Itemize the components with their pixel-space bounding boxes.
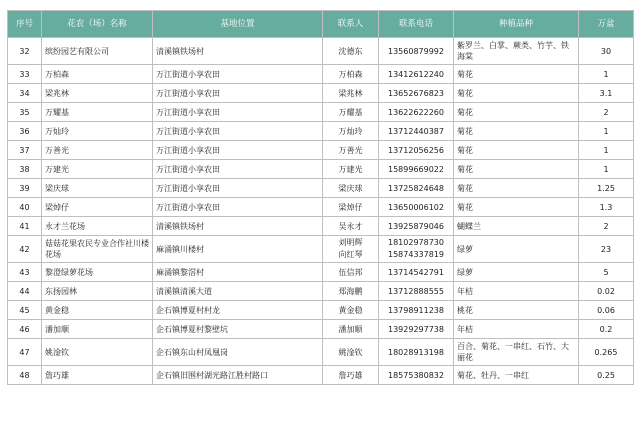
cell-contact: 梁庆球 [323,179,379,198]
header-quantity: 万盆 [579,11,634,38]
cell-no: 37 [8,141,42,160]
cell-name: 詹巧雄 [42,366,153,385]
table-row [8,236,634,263]
cell-location: 清溪镇清溪大道 [153,282,323,301]
cell-variety: 桃花 [454,301,579,320]
table-row [8,217,634,236]
cell-name: 万柏森 [42,65,153,84]
cell-contact: 万耀基 [323,103,379,122]
cell-phone: 13712056256 [379,141,454,160]
cell-contact: 伍信邦 [323,263,379,282]
cell-quantity: 2 [579,217,634,236]
cell-phone: 15899669022 [379,160,454,179]
cell-phone-line: 15874337819 [388,250,444,259]
cell-quantity: 0.25 [579,366,634,385]
cell-phone: 13929297738 [379,320,454,339]
cell-variety: 菊花、牡丹、一串红 [454,366,579,385]
cell-quantity: 0.02 [579,282,634,301]
table-row [8,84,634,103]
cell-name: 东扬园林 [42,282,153,301]
cell-variety: 蝴蝶兰 [454,217,579,236]
cell-location: 企石镇博夏村黎壁坑 [153,320,323,339]
table-row [8,263,634,282]
cell-no: 46 [8,320,42,339]
table-row [8,198,634,217]
cell-phone: 13650006102 [379,198,454,217]
cell-quantity: 3.1 [579,84,634,103]
cell-no: 39 [8,179,42,198]
cell-phone: 13714542791 [379,263,454,282]
cell-location: 万江街道小享农田 [153,84,323,103]
cell-contact-line: 向红琴 [338,250,363,259]
cell-location: 万江街道小享农田 [153,122,323,141]
cell-no: 35 [8,103,42,122]
cell-contact: 万灿玲 [323,122,379,141]
cell-contact: 梁兆林 [323,84,379,103]
cell-name: 梁兆林 [42,84,153,103]
cell-quantity: 0.2 [579,320,634,339]
cell-contact-line: 刘明辉 [338,238,363,247]
table-row [8,339,634,366]
cell-variety: 菊花 [454,103,579,122]
cell-name: 万建光 [42,160,153,179]
cell-contact: 万建光 [323,160,379,179]
header-phone: 联系电话 [379,11,454,38]
cell-variety: 年桔 [454,320,579,339]
cell-variety: 菊花 [454,179,579,198]
cell-phone: 13725824648 [379,179,454,198]
header-variety: 种植品种 [454,11,579,38]
table-row [8,366,634,385]
cell-phone: 13622622260 [379,103,454,122]
cell-no: 43 [8,263,42,282]
cell-phone: 13925879046 [379,217,454,236]
cell-no: 33 [8,65,42,84]
cell-location: 万江街道小享农田 [153,103,323,122]
cell-phone: 13712440387 [379,122,454,141]
table-row [8,160,634,179]
cell-phone-line: 18102978730 [388,238,444,247]
cell-variety: 菊花 [454,198,579,217]
cell-location: 麻涌镇川楼村 [153,236,323,263]
cell-phone: 13652676823 [379,84,454,103]
cell-name: 梁焯仔 [42,198,153,217]
cell-no: 32 [8,38,42,65]
cell-location: 清溪镇铁场村 [153,38,323,65]
header-no: 序号 [8,11,42,38]
cell-phone: 13712888555 [379,282,454,301]
cell-quantity: 1 [579,141,634,160]
table-row [8,65,634,84]
cell-no: 44 [8,282,42,301]
cell-phone: 13560879992 [379,38,454,65]
cell-name: 姚淦钦 [42,339,153,366]
cell-variety: 菊花 [454,65,579,84]
cell-no: 42 [8,236,42,263]
cell-contact: 沈德东 [323,38,379,65]
cell-name: 永才兰花场 [42,217,153,236]
cell-variety: 菊花 [454,160,579,179]
cell-contact: 潘加顺 [323,320,379,339]
cell-location: 企石镇旧围村湖光路江胜村路口 [153,366,323,385]
cell-no: 34 [8,84,42,103]
cell-phone: 18575380832 [379,366,454,385]
cell-name: 梁庆球 [42,179,153,198]
cell-quantity: 0.265 [579,339,634,366]
cell-name: 万善光 [42,141,153,160]
cell-quantity: 1.25 [579,179,634,198]
cell-quantity: 1 [579,65,634,84]
header-name: 花农（场）名称 [42,11,153,38]
cell-contact: 吴永才 [323,217,379,236]
cell-contact [323,236,379,263]
cell-quantity: 30 [579,38,634,65]
cell-variety: 菊花 [454,84,579,103]
cell-quantity: 23 [579,236,634,263]
table-row [8,38,634,65]
table-row [8,141,634,160]
header-location: 基地位置 [153,11,323,38]
cell-phone: 18028913198 [379,339,454,366]
cell-phone [379,236,454,263]
header-contact: 联系人 [323,11,379,38]
cell-contact: 郑海鹏 [323,282,379,301]
cell-no: 38 [8,160,42,179]
cell-quantity: 5 [579,263,634,282]
cell-no: 40 [8,198,42,217]
table-header-row [8,11,634,38]
cell-variety: 紫罗兰、白掌、蕨类、竹芋、铁海棠 [454,38,579,65]
cell-name: 缤纷园艺有限公司 [42,38,153,65]
cell-location: 万江街道小享农田 [153,198,323,217]
cell-no: 36 [8,122,42,141]
cell-name: 黎澄绿萝花场 [42,263,153,282]
table-row [8,301,634,320]
cell-no: 41 [8,217,42,236]
cell-location: 万江街道小享农田 [153,141,323,160]
cell-phone: 13798911238 [379,301,454,320]
cell-phone: 13412612240 [379,65,454,84]
cell-contact: 梁焯仔 [323,198,379,217]
cell-location: 企石镇博夏村村龙 [153,301,323,320]
cell-quantity: 1.3 [579,198,634,217]
cell-no: 45 [8,301,42,320]
cell-location: 万江街道小享农田 [153,160,323,179]
cell-name: 黄金稳 [42,301,153,320]
table-row [8,122,634,141]
cell-no: 47 [8,339,42,366]
table-row [8,282,634,301]
cell-location: 企石镇东山村凤凰岗 [153,339,323,366]
flower-grower-table [7,10,634,385]
cell-contact: 詹巧雄 [323,366,379,385]
cell-contact: 姚淦钦 [323,339,379,366]
cell-name: 菇菇花果农民专业合作社川楼花场 [42,236,153,263]
table-row [8,320,634,339]
cell-variety: 绿萝 [454,263,579,282]
cell-name: 万耀基 [42,103,153,122]
cell-location: 清溪镇铁场村 [153,217,323,236]
cell-location: 麻涌镇黎滘村 [153,263,323,282]
cell-contact: 黄金稳 [323,301,379,320]
cell-quantity: 0.06 [579,301,634,320]
cell-quantity: 1 [579,122,634,141]
cell-name: 万灿玲 [42,122,153,141]
cell-location: 万江街道小享农田 [153,65,323,84]
cell-variety: 年桔 [454,282,579,301]
cell-name: 潘加顺 [42,320,153,339]
table-container [7,10,633,385]
cell-contact: 万柏森 [323,65,379,84]
cell-variety: 百合、菊花、一串红、石竹、大丽花 [454,339,579,366]
cell-variety: 菊花 [454,141,579,160]
table-row [8,179,634,198]
cell-no: 48 [8,366,42,385]
cell-variety: 菊花 [454,122,579,141]
cell-location: 万江街道小享农田 [153,179,323,198]
table-row [8,103,634,122]
cell-quantity: 1 [579,160,634,179]
cell-contact: 万善光 [323,141,379,160]
cell-quantity: 2 [579,103,634,122]
cell-variety: 绿萝 [454,236,579,263]
